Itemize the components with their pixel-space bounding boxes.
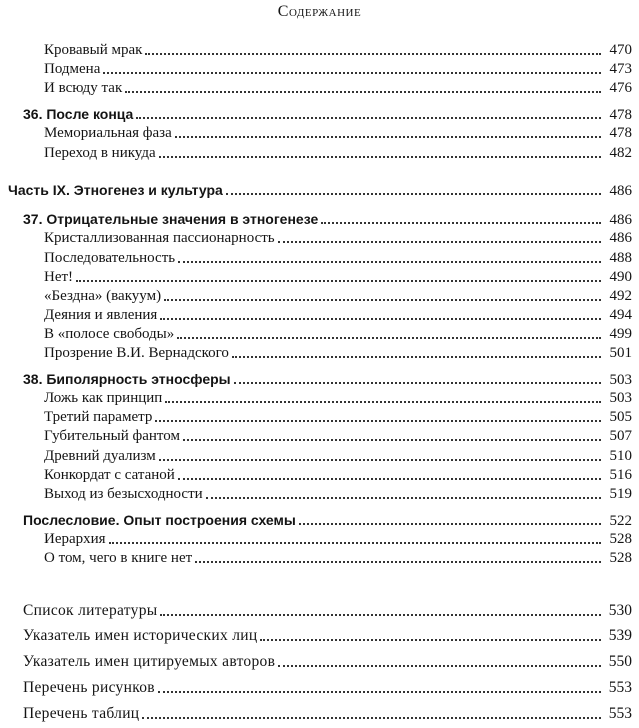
toc-chapter[interactable] (23, 369, 632, 389)
toc-entry-page: 486 (609, 212, 632, 228)
leader-dots (136, 116, 601, 119)
toc-entry-page: 482 (609, 145, 632, 161)
toc-entry[interactable] (44, 248, 632, 268)
toc-entry[interactable] (44, 228, 632, 248)
toc-entry-page: 550 (608, 653, 632, 670)
toc-entry[interactable] (44, 267, 632, 287)
toc-entry-title: Прозрение В.И. Вернадского (44, 345, 229, 361)
leader-dots (321, 221, 601, 224)
leader-dots (159, 458, 601, 461)
toc-entry-title: Выход из безысходности (44, 486, 203, 502)
toc-entry-page: 486 (609, 183, 632, 199)
leader-dots (226, 192, 601, 195)
toc-entry-page: 510 (609, 448, 632, 464)
leader-dots (103, 71, 601, 74)
toc-entry-page: 507 (609, 428, 632, 444)
toc-entry-page: 503 (609, 372, 632, 388)
leader-dots (177, 336, 601, 339)
toc-entry-title: Нет! (44, 269, 74, 285)
toc-chapter-title: 37. Отрицательные значения в этногенезе (23, 211, 319, 227)
toc-appendix[interactable] (23, 626, 632, 646)
toc-entry-page: 528 (609, 550, 632, 566)
toc-entry-title: И всюду так (44, 80, 123, 96)
toc-chapter[interactable] (23, 104, 632, 124)
toc-entry[interactable] (44, 388, 632, 408)
leader-dots (164, 298, 601, 301)
toc-entry-page: 505 (609, 409, 632, 425)
leader-dots (155, 419, 601, 422)
toc-entry-title: Подмена (44, 61, 101, 77)
toc-entry-page: 492 (609, 288, 632, 304)
toc-entry[interactable] (44, 529, 632, 549)
toc-entry-title: Указатель имен цитируемых авторов (23, 653, 276, 670)
toc-chapter-title: Послесловие. Опыт построения схемы (23, 512, 296, 528)
leader-dots (109, 541, 601, 544)
toc-entry[interactable] (44, 143, 632, 163)
toc-chapter-title: 36. После конца (23, 106, 134, 122)
leader-dots (160, 317, 601, 320)
toc-entry-page: 501 (609, 345, 632, 361)
leader-dots (260, 638, 601, 641)
leader-dots (278, 240, 601, 243)
leader-dots (234, 381, 601, 384)
toc-entry-title: Третий параметр (44, 409, 153, 425)
toc-entry-title: Кровавый мрак (44, 42, 143, 58)
toc-entry-title: Переход в никуда (44, 145, 156, 161)
toc-entry-title: Древний дуализм (44, 448, 156, 464)
toc-entry-page: 516 (609, 467, 632, 483)
leader-dots (159, 155, 601, 158)
toc-entry-title: Список литературы (23, 602, 158, 619)
toc-part-title: Часть IX. Этногенез и культура (8, 182, 223, 198)
toc-entry-title: Губительный фантом (44, 428, 180, 444)
leader-dots (299, 522, 601, 525)
toc-entry-title: Перечень рисунков (23, 679, 155, 696)
leader-dots (183, 438, 601, 441)
toc-entry[interactable] (44, 286, 632, 306)
toc-entry[interactable] (44, 426, 632, 446)
toc-entry-title: Конкордат с сатаной (44, 467, 175, 483)
toc-entry[interactable] (44, 446, 632, 466)
toc-entry-page: 478 (609, 107, 632, 123)
toc-part[interactable] (8, 180, 632, 200)
toc-entry-title: Деяния и явления (44, 307, 158, 323)
toc-entry[interactable] (44, 343, 632, 363)
leader-dots (160, 613, 601, 616)
leader-dots (125, 90, 601, 93)
toc-entry[interactable] (44, 305, 632, 325)
toc-entry[interactable] (44, 548, 632, 568)
toc-entry-page: 478 (609, 125, 632, 141)
leader-dots (165, 400, 601, 403)
toc-chapter-title: 38. Биполярность этносферы (23, 371, 231, 387)
toc-entry[interactable] (44, 324, 632, 344)
toc-entry-title: Мемориальная фаза (44, 125, 172, 141)
toc-entry-title: «Бездна» (вакуум) (44, 288, 162, 304)
leader-dots (206, 496, 601, 499)
toc-appendix[interactable] (23, 601, 632, 621)
toc-appendix[interactable] (23, 704, 632, 724)
leader-dots (232, 355, 601, 358)
toc-entry-title: О том, чего в книге нет (44, 550, 193, 566)
toc-entry-page: 499 (609, 326, 632, 342)
toc-entry[interactable] (44, 465, 632, 485)
toc-entry-title: Перечень таблиц (23, 705, 140, 722)
toc-entry-page: 490 (609, 269, 632, 285)
toc-entry-title: Иерархия (44, 531, 106, 547)
leader-dots (278, 664, 601, 667)
toc-entry-page: 522 (609, 513, 632, 529)
toc-entry[interactable] (44, 123, 632, 143)
toc-entry[interactable] (44, 484, 632, 504)
toc-entry-page: 494 (609, 307, 632, 323)
toc-appendix[interactable] (23, 652, 632, 672)
toc-appendix[interactable] (23, 678, 632, 698)
leader-dots (175, 135, 601, 138)
toc-entry-page: 503 (609, 390, 632, 406)
leader-dots (178, 477, 601, 480)
toc-chapter[interactable] (23, 510, 632, 530)
toc-entry-page: 530 (608, 602, 632, 619)
toc-entry-page: 553 (608, 705, 632, 722)
leader-dots (76, 279, 601, 282)
toc-entry-title: Последовательность (44, 250, 176, 266)
toc-entry-page: 488 (609, 250, 632, 266)
leader-dots (145, 52, 601, 55)
toc-entry[interactable] (44, 40, 632, 60)
toc-entry[interactable] (44, 78, 632, 98)
toc-entry-title: Указатель имен исторических лиц (23, 627, 258, 644)
toc-entry[interactable] (44, 407, 632, 427)
toc-entry-page: 470 (609, 42, 632, 58)
leader-dots (158, 690, 601, 693)
leader-dots (142, 716, 601, 719)
toc-entry-title: В «полосе свободы» (44, 326, 175, 342)
toc-entry-page: 539 (608, 627, 632, 644)
toc-entry-page: 519 (609, 486, 632, 502)
toc-entry[interactable] (44, 59, 632, 79)
toc-entry-page: 553 (608, 679, 632, 696)
toc-entry-title: Кристаллизованная пассионарность (44, 230, 275, 246)
leader-dots (178, 260, 601, 263)
toc-entry-page: 528 (609, 531, 632, 547)
running-header: Содержание (277, 3, 362, 20)
toc-entry-page: 486 (609, 230, 632, 246)
toc-entry-title: Ложь как принцип (44, 390, 163, 406)
toc-entry-page: 473 (609, 61, 632, 77)
leader-dots (195, 560, 601, 563)
toc-entry-page: 476 (609, 80, 632, 96)
toc-chapter[interactable] (23, 209, 632, 229)
